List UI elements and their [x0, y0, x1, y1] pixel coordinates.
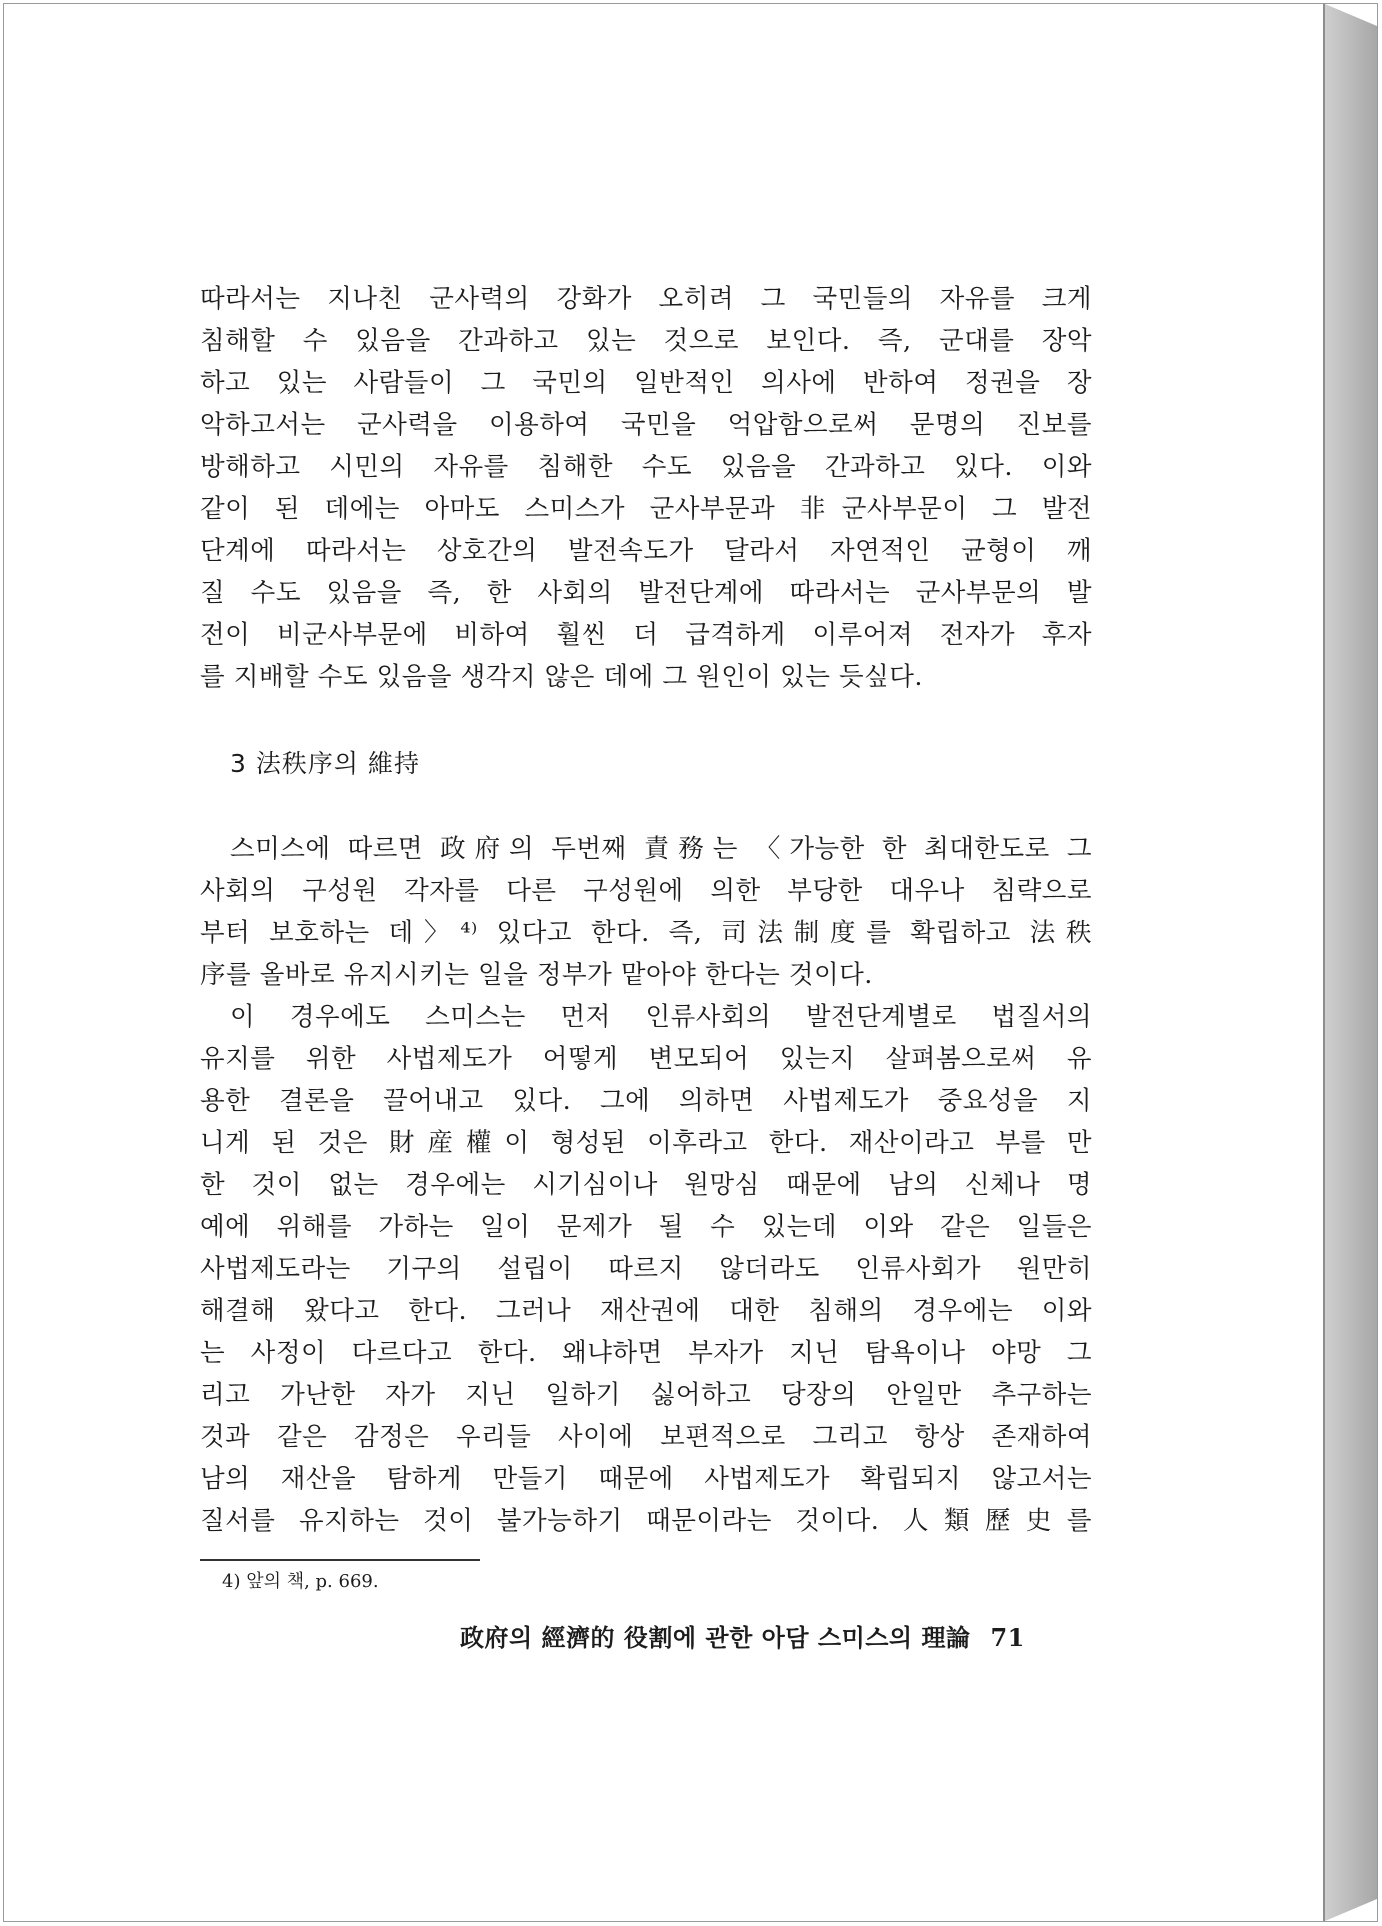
- text-line: 질서를 유지하는 것이 불가능하기 때문이라는 것이다. 人類歷史를: [200, 1506, 1092, 1536]
- text-line: 방해하고 시민의 자유를 침해한 수도 있음을 간과하고 있다. 이와: [200, 452, 1092, 482]
- text-line: 리고 가난한 자가 지닌 일하기 싫어하고 당장의 안일만 추구하는: [200, 1380, 1092, 1410]
- text-line: 침해할 수 있음을 간과하고 있는 것으로 보인다. 즉, 군대를 장악: [200, 326, 1092, 356]
- text-line: 단계에 따라서는 상호간의 발전속도가 달라서 자연적인 균형이 깨: [200, 536, 1092, 566]
- running-title: 政府의 經濟的 役割에 관한 아담 스미스의 理論: [460, 1623, 971, 1652]
- running-footer: [460, 1618, 1025, 1658]
- text-line: 남의 재산을 탐하게 만들기 때문에 사법제도가 확립되지 않고서는: [200, 1464, 1092, 1494]
- text-line: 전이 비군사부문에 비하여 훨씬 더 급격하게 이루어져 전자가 후자: [200, 620, 1092, 650]
- text-line: 를 지배할 수도 있음을 생각지 않은 데에 그 원인이 있는 듯싶다.: [200, 662, 923, 692]
- text-line: 사회의 구성원 각자를 다른 구성원에 의한 부당한 대우나 침략으로: [200, 876, 1092, 906]
- footnote-divider: [200, 1559, 480, 1561]
- text-line: 하고 있는 사람들이 그 국민의 일반적인 의사에 반하여 정권을 장: [200, 368, 1092, 398]
- section-heading: 3 法秩序의 維持: [230, 749, 420, 778]
- text-line: 해결해 왔다고 한다. 그러나 재산권에 대한 침해의 경우에는 이와: [200, 1296, 1092, 1326]
- text-line: 序를 올바로 유지시키는 일을 정부가 맡아야 한다는 것이다.: [200, 960, 873, 990]
- text-line: 용한 결론을 끌어내고 있다. 그에 의하면 사법제도가 중요성을 지: [200, 1086, 1092, 1116]
- text-line: 한 것이 없는 경우에는 시기심이나 원망심 때문에 남의 신체나 명: [200, 1170, 1092, 1200]
- book-page: [4, 4, 1326, 1921]
- text-line: 니게 된 것은 財産權이 형성된 이후라고 한다. 재산이라고 부를 만: [200, 1128, 1092, 1158]
- page-edge-divider: [1323, 4, 1325, 1921]
- paragraph-2: [200, 828, 1092, 1542]
- page-number: 71: [990, 1623, 1025, 1652]
- footnote: 4) 앞의 책, p. 669.: [222, 1571, 379, 1592]
- text-line: 따라서는 지나친 군사력의 강화가 오히려 그 국민들의 자유를 크게: [200, 284, 1092, 314]
- text-line: 예에 위해를 가하는 일이 문제가 될 수 있는데 이와 같은 일들은: [200, 1212, 1092, 1242]
- text-line: 유지를 위한 사법제도가 어떻게 변모되어 있는지 살펴봄으로써 유: [200, 1044, 1092, 1074]
- text-line: 스미스에 따르면 政府의 두번째 責務는 〈가능한 한 최대한도로 그: [230, 834, 1092, 864]
- text-line: 이 경우에도 스미스는 먼저 인류사회의 발전단계별로 법질서의: [230, 1002, 1092, 1032]
- text-line: 악하고서는 군사력을 이용하여 국민을 억압함으로써 문명의 진보를: [200, 410, 1092, 440]
- text-line: 는 사정이 다르다고 한다. 왜냐하면 부자가 지닌 탐욕이나 야망 그: [200, 1338, 1092, 1368]
- text-line: 사법제도라는 기구의 설립이 따르지 않더라도 인류사회가 원만히: [200, 1254, 1092, 1284]
- page-edge-shadow: [1325, 4, 1377, 1921]
- page-frame: [3, 3, 1378, 1922]
- text-line: 부터 보호하는 데〉⁴⁾ 있다고 한다. 즉, 司法制度를 확립하고 法秩: [200, 918, 1092, 948]
- text-line: 질 수도 있음을 즉, 한 사회의 발전단계에 따라서는 군사부문의 발: [200, 578, 1092, 608]
- paragraph-1: [200, 278, 1092, 698]
- text-line: 같이 된 데에는 아마도 스미스가 군사부문과 非군사부문이 그 발전: [200, 494, 1092, 524]
- text-line: 것과 같은 감정은 우리들 사이에 보편적으로 그리고 항상 존재하여: [200, 1422, 1092, 1452]
